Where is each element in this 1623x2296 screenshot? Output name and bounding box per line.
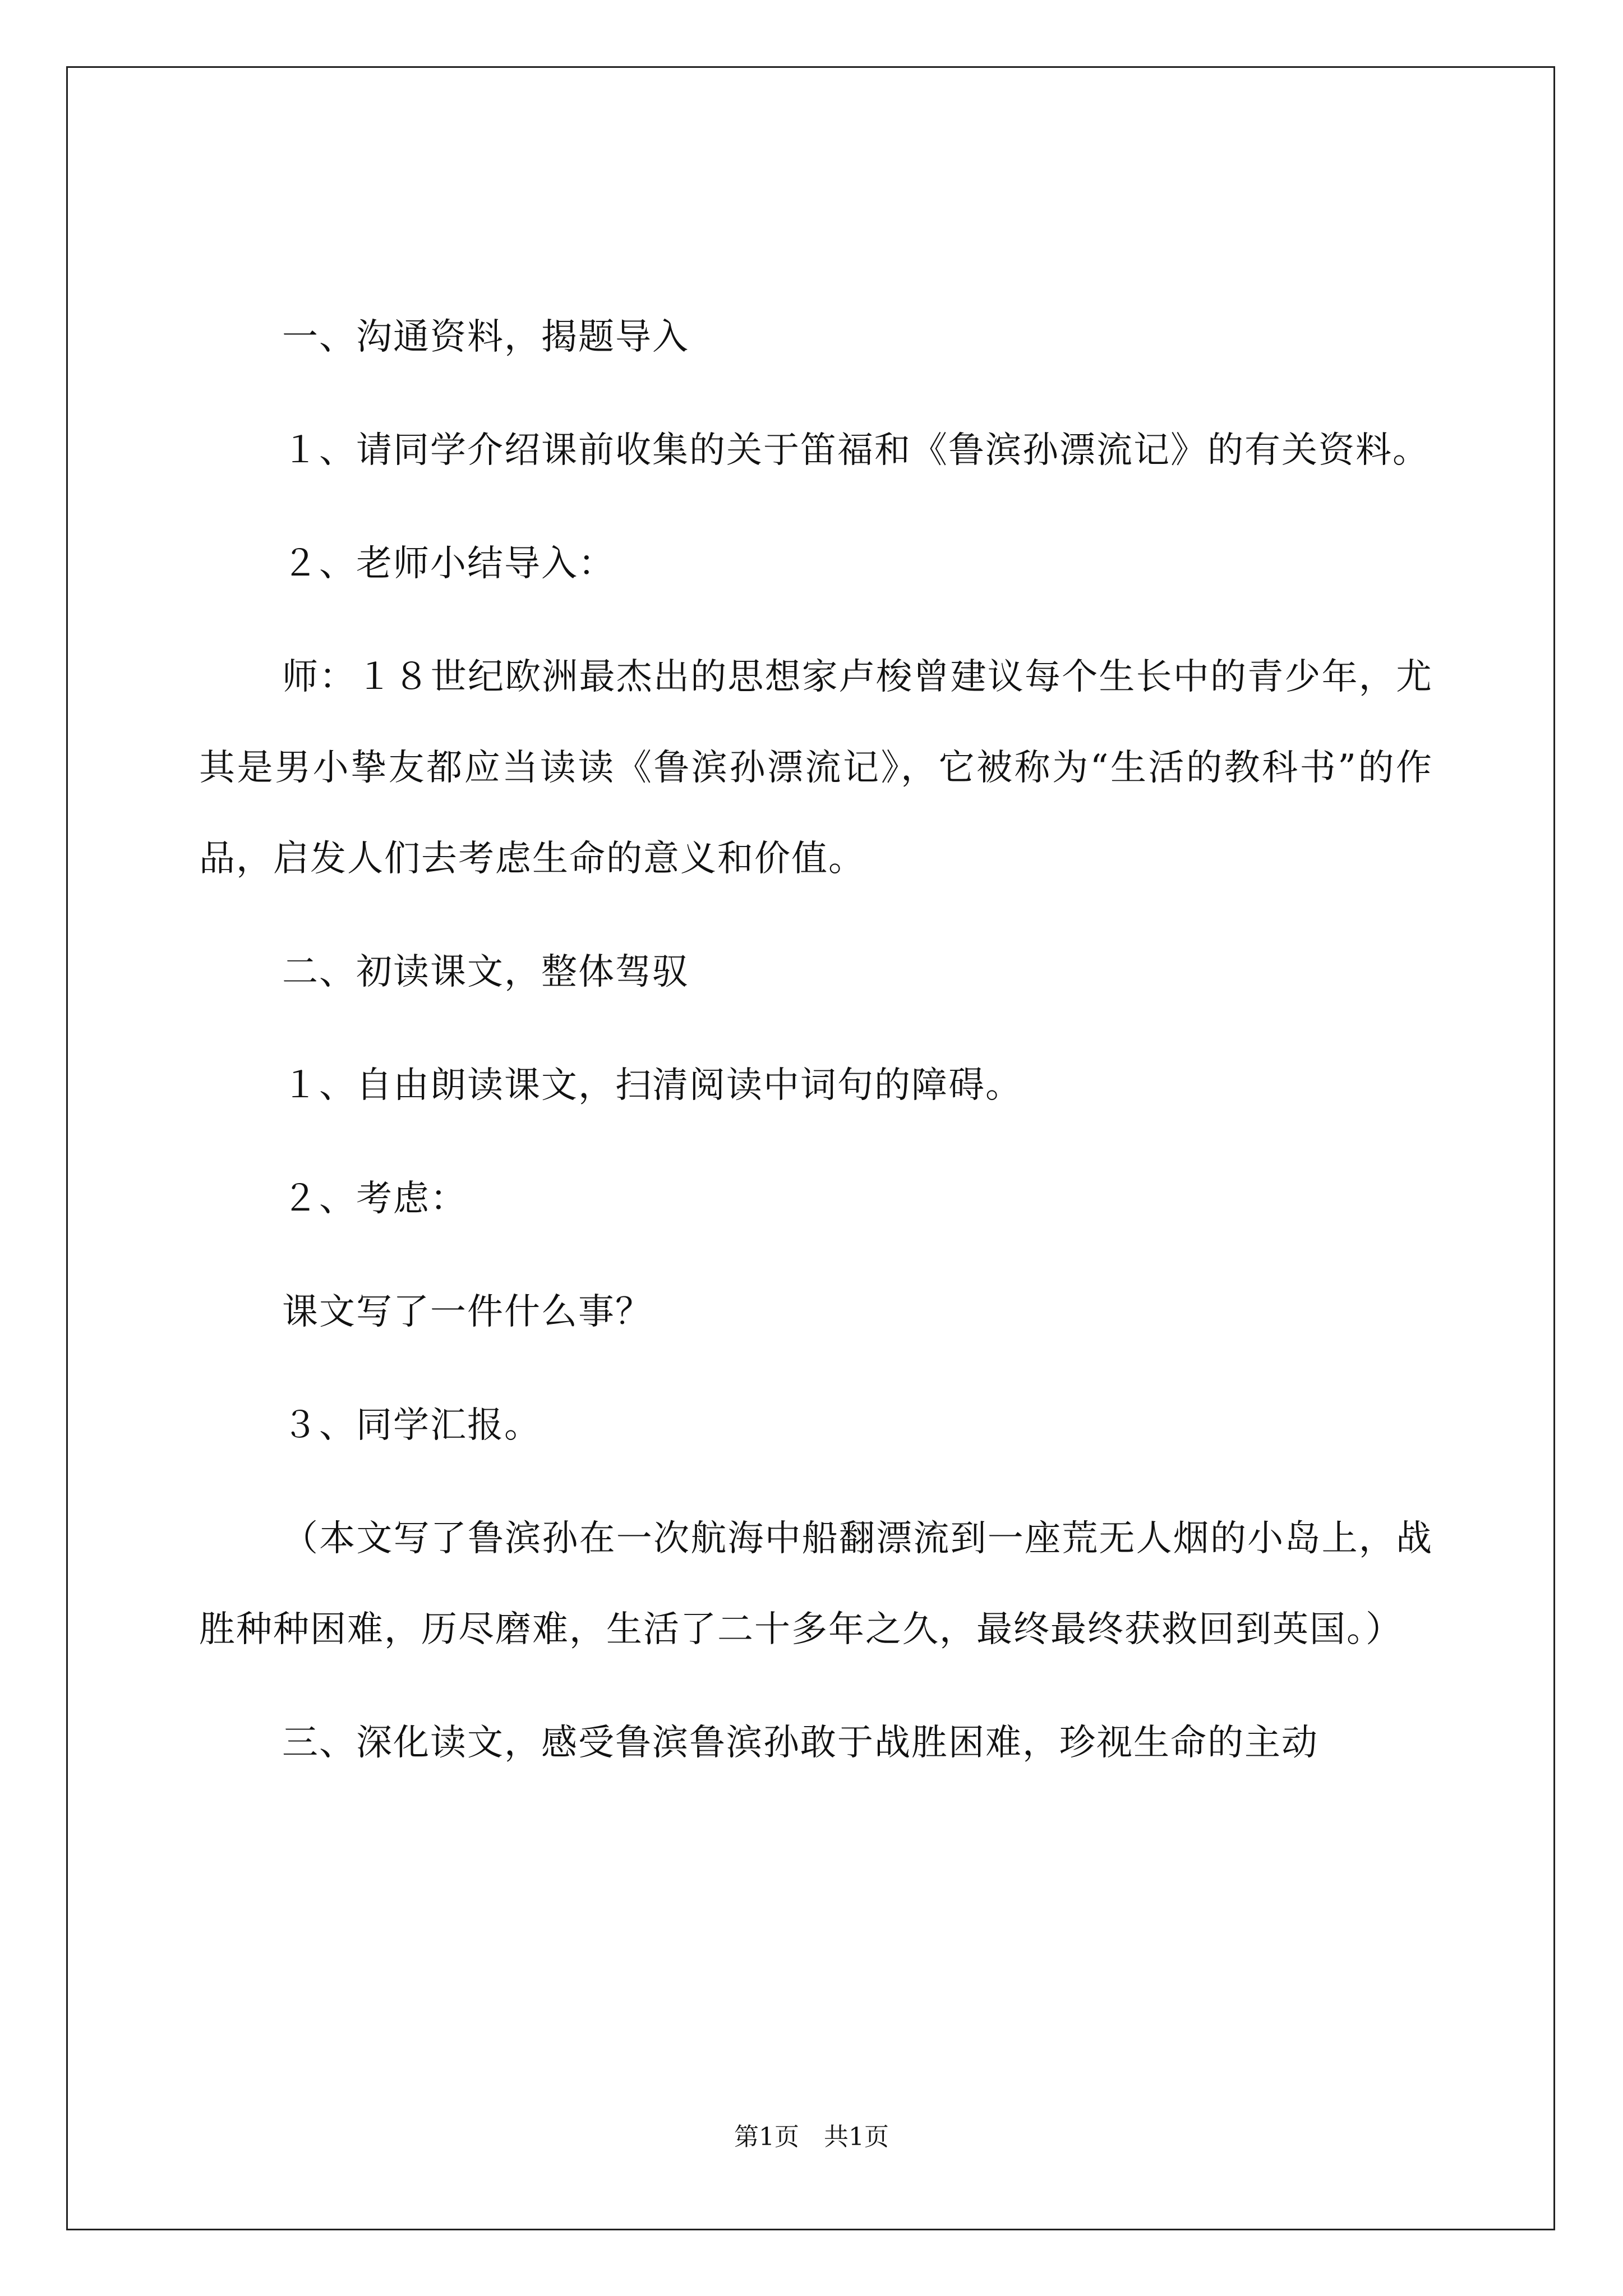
heading-section-2: 二、初读课文，整体驾驭 <box>282 951 689 993</box>
paragraph: ３、同学汇报。 <box>282 1405 541 1446</box>
heading-section-3: 三、深化读文，感受鲁滨鲁滨孙敢于战胜困难，珍视生命的主动 <box>282 1722 1318 1764</box>
paragraph: １、请同学介绍课前收集的关于笛福和《鲁滨孙漂流记》的有关资料。 <box>282 430 1430 471</box>
paragraph: ２、老师小结导入： <box>282 543 615 585</box>
heading-section-1: 一、沟通资料，揭题导入 <box>282 316 689 358</box>
paragraph: （本文写了鲁滨孙在一次航海中船翻漂流到一座荒无人烟的小岛上，战胜种种困难，历尽磨难，生活了二十多年之久，最终最终获救回到英国。） <box>199 1518 1433 1650</box>
paragraph: ２、考虑： <box>282 1178 467 1220</box>
document-body <box>199 292 1433 1788</box>
paragraph: １、自由朗读课文，扫清阅读中词句的障碍。 <box>282 1065 1022 1106</box>
paragraph: 师：１８世纪欧洲最杰出的思想家卢梭曾建议每个生长中的青少年，尤其是男小挚友都应当读读《鲁滨孙漂流记》，它被称为“生活的教科书”的作品，启发人们去考虑生命的意义和价值。 <box>199 656 1433 880</box>
page-number: 第1页 共1页 <box>734 2123 889 2151</box>
paragraph: 课文写了一件什么事？ <box>282 1291 652 1333</box>
